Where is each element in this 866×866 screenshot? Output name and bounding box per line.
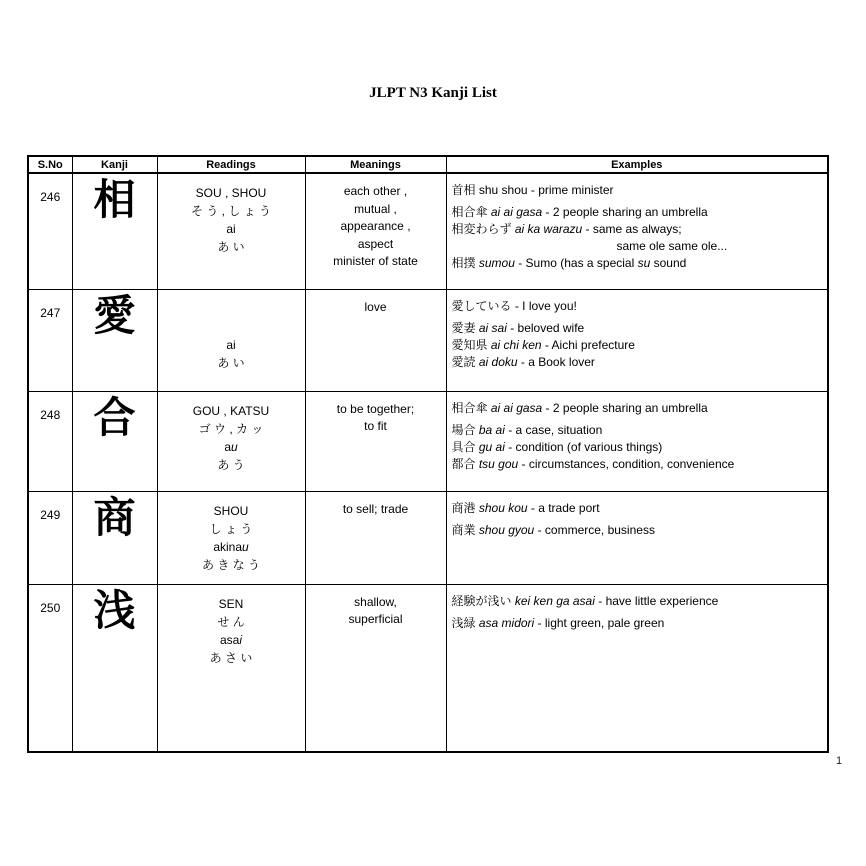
romaji-italic: u bbox=[242, 539, 249, 554]
cell-meanings bbox=[305, 289, 446, 391]
text-segment: - a Book lover bbox=[517, 354, 595, 369]
text-segment: same ole same ole... bbox=[616, 239, 728, 253]
reading-line bbox=[158, 502, 305, 520]
cell-serial-number: 247 bbox=[28, 289, 72, 391]
romaji-italic: shou kou bbox=[478, 500, 528, 515]
text-segment: SOU , SHOU bbox=[195, 186, 267, 200]
text-segment: 浅緑 bbox=[451, 615, 479, 630]
text-segment: 相撲 bbox=[451, 256, 479, 270]
column-header: Readings bbox=[157, 156, 305, 173]
text-segment: - light green, pale green bbox=[534, 615, 665, 630]
example-line bbox=[452, 422, 824, 439]
reading-line bbox=[158, 202, 305, 220]
text-segment: 愛読 bbox=[451, 354, 479, 369]
column-header: S.No bbox=[28, 156, 72, 173]
text-segment: 商港 bbox=[451, 500, 479, 515]
cell-kanji bbox=[72, 391, 157, 491]
cell-meanings bbox=[305, 584, 446, 752]
example-line bbox=[452, 238, 824, 255]
page-number: 1 bbox=[836, 755, 843, 767]
text-segment: - beloved wife bbox=[506, 320, 585, 335]
reading-line bbox=[158, 456, 305, 474]
reading-line bbox=[158, 300, 305, 318]
romaji-italic: ai chi ken bbox=[490, 337, 542, 352]
example-line bbox=[452, 456, 824, 473]
meaning-line: to sell; trade bbox=[342, 501, 409, 516]
text-segment: ゴ ウ , カ ッ bbox=[198, 421, 264, 436]
kanji-character: 相 bbox=[93, 176, 136, 223]
text-segment: - commerce, business bbox=[534, 522, 655, 537]
reading-line bbox=[158, 336, 305, 354]
text-segment: し ょ う bbox=[209, 521, 253, 536]
text-segment: akina bbox=[213, 539, 242, 554]
romaji-italic: shou gyou bbox=[478, 522, 535, 537]
reading-line bbox=[158, 354, 305, 372]
text-segment: - condition (of various things) bbox=[504, 439, 663, 454]
example-line bbox=[452, 320, 824, 337]
reading-line bbox=[158, 595, 305, 613]
example-line bbox=[452, 439, 824, 456]
romaji-italic: i bbox=[239, 632, 243, 647]
meaning-line: to fit bbox=[364, 419, 387, 433]
text-segment: - a trade port bbox=[527, 500, 600, 515]
text-segment: あ い bbox=[217, 355, 245, 370]
reading-line bbox=[158, 318, 305, 336]
text-segment: 相合傘 bbox=[451, 205, 491, 219]
kanji-table bbox=[27, 155, 829, 753]
text-segment: asa bbox=[219, 632, 240, 647]
meaning-line: love bbox=[364, 299, 387, 314]
text-segment: 首相 shu shou - prime minister bbox=[451, 183, 614, 197]
cell-examples bbox=[446, 391, 828, 491]
table-row bbox=[28, 173, 828, 289]
cell-readings bbox=[157, 584, 305, 752]
text-segment: 相変わらず bbox=[451, 222, 515, 236]
romaji-italic: asa midori bbox=[478, 615, 535, 630]
meaning-line: aspect bbox=[357, 236, 394, 251]
text-segment: sound bbox=[650, 256, 687, 270]
text-segment: - a case, situation bbox=[504, 422, 603, 437]
table-row bbox=[28, 391, 828, 491]
cell-examples bbox=[446, 491, 828, 584]
romaji-italic: tsu gou bbox=[478, 456, 519, 471]
example-line bbox=[452, 182, 824, 199]
text-segment: あ う bbox=[217, 457, 245, 472]
cell-examples bbox=[446, 173, 828, 289]
meaning-line: to be together; bbox=[336, 401, 415, 416]
text-segment: - Sumo (has a special bbox=[514, 256, 638, 270]
cell-readings bbox=[157, 391, 305, 491]
reading-line bbox=[158, 438, 305, 456]
cell-serial-number: 250 bbox=[28, 584, 72, 752]
example-line bbox=[452, 298, 824, 315]
column-header: Meanings bbox=[305, 156, 446, 173]
cell-readings bbox=[157, 173, 305, 289]
reading-line bbox=[158, 649, 305, 667]
example-line bbox=[452, 337, 824, 354]
text-segment: 相合傘 bbox=[451, 400, 491, 415]
text-segment: あ き な う bbox=[201, 557, 260, 572]
text-segment: - same as always; bbox=[582, 222, 682, 236]
column-header: Kanji bbox=[72, 156, 157, 173]
example-line bbox=[452, 221, 824, 238]
cell-kanji bbox=[72, 173, 157, 289]
cell-kanji bbox=[72, 491, 157, 584]
cell-meanings bbox=[305, 391, 446, 491]
example-line bbox=[452, 615, 824, 632]
romaji-italic: sumou bbox=[478, 256, 515, 270]
cell-readings bbox=[157, 491, 305, 584]
text-segment: SEN bbox=[218, 596, 244, 611]
example-line bbox=[452, 204, 824, 221]
text-segment: - Aichi prefecture bbox=[541, 337, 635, 352]
kanji-character: 商 bbox=[93, 493, 136, 541]
text-segment: 具合 bbox=[451, 439, 479, 454]
reading-line bbox=[158, 238, 305, 256]
text-segment: - circumstances, condition, convenience bbox=[518, 456, 735, 471]
text-segment: - 2 people sharing an umbrella bbox=[542, 205, 708, 219]
reading-line bbox=[158, 520, 305, 538]
cell-examples bbox=[446, 584, 828, 752]
cell-meanings bbox=[305, 491, 446, 584]
text-segment: 場合 bbox=[451, 422, 479, 437]
meaning-line: each other , bbox=[343, 184, 408, 198]
romaji-italic: ba ai bbox=[478, 422, 505, 437]
table-row bbox=[28, 289, 828, 391]
page-title: JLPT N3 Kanji List bbox=[369, 85, 497, 101]
romaji-italic: ai ai gasa bbox=[490, 400, 543, 415]
romaji-italic: kei ken ga asai bbox=[514, 593, 595, 608]
kanji-character: 合 bbox=[93, 393, 136, 441]
text-segment: 経験が浅い bbox=[451, 593, 515, 608]
reading-line bbox=[158, 402, 305, 420]
example-line bbox=[452, 400, 824, 417]
example-line bbox=[452, 522, 824, 539]
text-segment: せ ん bbox=[217, 614, 245, 629]
cell-meanings bbox=[305, 173, 446, 289]
romaji-italic: u bbox=[231, 439, 238, 454]
text-segment: 都合 bbox=[451, 456, 479, 471]
text-segment: あ さ い bbox=[209, 650, 253, 665]
meaning-line: mutual , bbox=[354, 201, 397, 216]
cell-kanji bbox=[72, 584, 157, 752]
reading-line bbox=[158, 538, 305, 556]
cell-readings bbox=[157, 289, 305, 391]
meaning-line: superficial bbox=[348, 612, 403, 626]
table-row bbox=[28, 584, 828, 752]
text-segment: ai bbox=[226, 222, 236, 236]
text-segment: あ い bbox=[217, 240, 245, 254]
text-segment: - have little experience bbox=[594, 593, 719, 608]
example-line bbox=[452, 500, 824, 517]
column-header: Examples bbox=[446, 156, 828, 173]
romaji-italic: ai doku bbox=[478, 354, 518, 369]
reading-line bbox=[158, 631, 305, 649]
reading-line bbox=[158, 613, 305, 631]
text-segment: 商業 bbox=[451, 522, 479, 537]
romaji-italic: ai sai bbox=[478, 320, 507, 335]
meaning-line: shallow, bbox=[354, 594, 397, 609]
meaning-line: appearance , bbox=[340, 219, 411, 233]
cell-serial-number: 249 bbox=[28, 491, 72, 584]
kanji-character: 愛 bbox=[93, 291, 136, 339]
reading-line bbox=[158, 420, 305, 438]
cell-examples bbox=[446, 289, 828, 391]
reading-line bbox=[158, 220, 305, 238]
reading-line bbox=[158, 184, 305, 202]
text-segment: GOU , KATSU bbox=[192, 403, 270, 418]
text-segment: そ う , し ょ う bbox=[190, 204, 271, 218]
reading-line bbox=[158, 556, 305, 574]
text-segment: 愛知県 bbox=[451, 337, 491, 352]
example-line bbox=[452, 354, 824, 371]
text-segment: 愛妻 bbox=[451, 320, 479, 335]
cell-serial-number: 246 bbox=[28, 173, 72, 289]
kanji-character: 浅 bbox=[93, 586, 136, 634]
romaji-italic: su bbox=[637, 256, 651, 270]
text-segment: ai bbox=[226, 337, 236, 352]
text-segment: 愛している - I love you! bbox=[451, 298, 577, 313]
text-segment: SHOU bbox=[213, 503, 249, 518]
text-segment: a bbox=[224, 439, 231, 454]
romaji-italic: ai ka warazu bbox=[514, 222, 583, 236]
cell-serial-number: 248 bbox=[28, 391, 72, 491]
header-row bbox=[28, 156, 828, 173]
cell-kanji bbox=[72, 289, 157, 391]
example-line bbox=[452, 593, 824, 610]
romaji-italic: gu ai bbox=[478, 439, 505, 454]
meaning-line: minister of state bbox=[333, 254, 418, 268]
table-row bbox=[28, 491, 828, 584]
text-segment: - 2 people sharing an umbrella bbox=[542, 400, 708, 415]
romaji-italic: ai ai gasa bbox=[490, 205, 543, 219]
example-line bbox=[452, 255, 824, 272]
